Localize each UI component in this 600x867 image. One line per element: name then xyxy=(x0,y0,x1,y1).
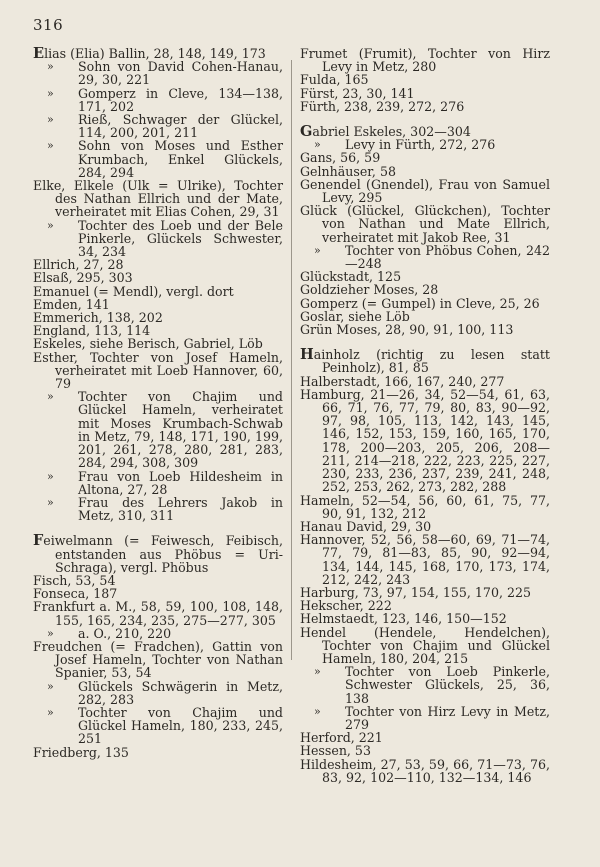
entry-text: Esther, Tochter von Josef Hameln, verheiratet mit Loeb Hannover, 60, 79 xyxy=(33,349,283,392)
index-entry xyxy=(300,323,550,336)
entry-text: abriel Eskeles, 302—304 xyxy=(312,124,471,140)
section-initial: F xyxy=(33,532,44,550)
index-subentry xyxy=(33,219,283,259)
entry-text: Gans, 56, 59 xyxy=(300,150,381,166)
entry-text: Gelnhäuser, 58 xyxy=(300,163,396,179)
ditto-mark: » xyxy=(47,390,54,404)
index-entry xyxy=(300,758,550,784)
index-subentry xyxy=(33,60,283,86)
entry-text: Glückels Schwägerin in Metz, 282, 283 xyxy=(78,678,283,707)
index-subentry xyxy=(33,390,283,469)
entry-text: Glückstadt, 125 xyxy=(300,269,402,285)
entry-text: Ellrich, 27, 28 xyxy=(33,257,124,273)
index-column-right xyxy=(300,47,550,784)
section-initial: H xyxy=(300,346,314,364)
entry-text: Frau des Lehrers Jakob in Metz, 310, 311 xyxy=(78,494,283,524)
entry-text: Sohn von Moses und Esther Krumbach, Enkel Glückels, 284, 294 xyxy=(78,138,283,180)
entry-text: Emden, 141 xyxy=(33,296,110,312)
ditto-mark: » xyxy=(47,60,54,74)
entry-text: Halberstadt, 166, 167, 240, 277 xyxy=(300,373,505,389)
entry-text: eiwelmann (= Feiwesch, Feibisch, entstanden aus Phöbus = Uri-Schraga), vergl. Phöbus xyxy=(43,533,283,575)
index-column-left xyxy=(33,47,283,759)
entry-text: Sohn von David Cohen-Hanau, 29, 30, 221 xyxy=(78,59,283,88)
ditto-mark: » xyxy=(47,86,54,100)
entry-text: Hanau David, 29, 30 xyxy=(300,518,432,534)
index-entry xyxy=(33,534,283,574)
index-entry xyxy=(300,626,550,666)
ditto-mark: » xyxy=(314,704,321,718)
entry-text: Grün Moses, 28, 90, 91, 100, 113 xyxy=(300,322,514,338)
entry-text: Gomperz (= Gumpel) in Cleve, 25, 26 xyxy=(300,295,540,311)
ditto-mark: » xyxy=(314,665,321,679)
index-entry xyxy=(300,47,550,73)
entry-text: Friedberg, 135 xyxy=(33,744,129,760)
index-entry xyxy=(33,351,283,391)
entry-text: Fulda, 165 xyxy=(300,72,369,88)
entry-text: Tochter von Hirz Levy in Metz, 279 xyxy=(345,703,550,732)
index-subentry xyxy=(300,665,550,705)
index-entry xyxy=(300,494,550,520)
entry-text: Helmstaedt, 123, 146, 150—152 xyxy=(300,611,507,627)
entry-text: Fisch, 53, 54 xyxy=(33,572,116,588)
entry-text: Elsaß, 295, 303 xyxy=(33,270,133,286)
index-subentry xyxy=(33,706,283,746)
index-subentry xyxy=(33,680,283,706)
ditto-mark: » xyxy=(47,218,54,232)
ditto-mark: » xyxy=(47,139,54,153)
entry-text: Emmerich, 138, 202 xyxy=(33,310,163,326)
entry-text: England, 113, 114 xyxy=(33,323,151,339)
index-subentry xyxy=(33,470,283,496)
index-entry xyxy=(300,348,550,374)
entry-text: ainholz (richtig zu lesen statt Peinholz), 81, 85 xyxy=(313,347,550,376)
entry-text: Levy in Fürth, 272, 276 xyxy=(345,137,496,153)
index-subentry xyxy=(300,244,550,270)
ditto-mark: » xyxy=(314,138,321,152)
ditto-mark: » xyxy=(47,469,54,483)
ditto-mark: » xyxy=(47,495,54,509)
entry-text: Freudchen (= Fradchen), Gattin von Josef Hameln, Tochter von Nathan Spanier, 53, 54 xyxy=(33,638,283,681)
entry-text: Herford, 221 xyxy=(300,730,383,746)
entry-text: Genendel (Gnendel), Frau von Samuel Levy, 295 xyxy=(300,176,550,206)
entry-text: Rieß, Schwager der Glückel, 114, 200, 201, 211 xyxy=(78,112,283,141)
entry-text: Frau von Loeb Hildesheim in Altona, 27, 28 xyxy=(78,468,283,497)
ditto-mark: » xyxy=(314,243,321,257)
entry-text: Gomperz in Cleve, 134—138, 171, 202 xyxy=(78,85,283,114)
entry-text: Hendel (Hendele, Hendelchen), Tochter von Chajim und Glückel Hameln, 180, 204, 215 xyxy=(300,624,550,666)
entry-text: Tochter von Chajim und Glückel Hameln, 180, 233, 245, 251 xyxy=(78,704,283,747)
entry-text: Tochter von Loeb Pinkerle, Schwester Glückels, 25, 36, 138 xyxy=(345,664,550,706)
section-initial: G xyxy=(300,123,313,141)
entry-text: Hildesheim, 27, 53, 59, 66, 71—73, 76, 83, 92, 102—110, 132—134, 146 xyxy=(300,756,550,785)
entry-text: Fürst, 23, 30, 141 xyxy=(300,85,415,101)
index-entry xyxy=(33,179,283,219)
entry-text: Emanuel (= Mendl), vergl. dort xyxy=(33,283,234,299)
entry-text: Tochter des Loeb und der Bele Pinkerle, Glückels Schwester, 34, 234 xyxy=(78,217,283,260)
entry-text: a. O., 210, 220 xyxy=(78,625,172,641)
page-number: 316 xyxy=(33,16,64,34)
entry-text: Hamburg, 21—26, 34, 52—54, 61, 63, 66, 71, 76, 77, 79, 80, 83, 90—92, 97, 98, 105, 113, 142, 143, 145, 146, 152, 153, 159, 160, 165, 170, 178, 200—203, 205, 206, 208—211, 214—218, 222, 223, 225, 227, 230, 233, 236, 237, 239, 241, 248, 252, 253, 262, 273, 282, 288 xyxy=(300,386,550,495)
index-entry xyxy=(300,204,550,244)
index-subentry xyxy=(33,496,283,522)
entry-text: Tochter von Phöbus Cohen, 242—248 xyxy=(345,242,550,272)
entry-text: Goldzieher Moses, 28 xyxy=(300,282,439,298)
index-subentry xyxy=(33,113,283,139)
entry-text: Frankfurt a. M., 58, 59, 100, 108, 148, 155, 165, 234, 235, 275—277, 305 xyxy=(33,599,283,628)
entry-text: Hekscher, 222 xyxy=(300,598,392,614)
index-subentry xyxy=(300,138,550,151)
entry-text: Fürth, 238, 239, 272, 276 xyxy=(300,98,465,114)
entry-text: Eskeles, siehe Berisch, Gabriel, Löb xyxy=(33,336,263,352)
column-divider xyxy=(291,60,292,660)
index-subentry xyxy=(300,705,550,731)
ditto-mark: » xyxy=(47,113,54,127)
index-subentry xyxy=(33,87,283,113)
entry-text: Glück (Glückel, Glückchen), Tochter von Nathan und Mate Ellrich, verheiratet mit Jakob Ree, 31 xyxy=(300,203,550,245)
index-entry xyxy=(33,600,283,626)
entry-text: Fonseca, 187 xyxy=(33,586,118,602)
entry-text: Tochter von Chajim und Glückel Hameln, verheiratet mit Moses Krumbach-Schwab in Metz, 79, 148, 171, 190, 199, 201, 261, 278, 280, 281, 283, 284, 294, 308, 309 xyxy=(78,389,283,471)
ditto-mark: » xyxy=(47,626,54,640)
entry-text: Harburg, 73, 97, 154, 155, 170, 225 xyxy=(300,584,532,600)
index-subentry xyxy=(33,627,283,640)
section-initial: E xyxy=(33,45,45,62)
ditto-mark: » xyxy=(47,679,54,693)
index-entry xyxy=(300,100,550,113)
entry-text: Elke, Elkele (Ulk = Ulrike), Tochter des Nathan Ellrich und der Mate, verheiratet mit Elias Cohen, 29, 31 xyxy=(33,178,283,220)
index-entry xyxy=(33,746,283,759)
index-entry xyxy=(33,640,283,680)
entry-text: Hannover, 52, 56, 58—60, 69, 71—74, 77, 79, 81—83, 85, 90, 92—94, 134, 144, 145, 168, 170, 173, 174, 212, 242, 243 xyxy=(300,532,550,587)
entry-text: Hameln, 52—54, 56, 60, 61, 75, 77, 90, 91, 132, 212 xyxy=(300,492,550,521)
index-entry xyxy=(300,533,550,586)
index-subentry xyxy=(33,139,283,179)
entry-text: lias (Elia) Ballin, 28, 148, 149, 173 xyxy=(44,46,266,61)
entry-text: Hessen, 53 xyxy=(300,743,371,759)
entry-text: Goslar, siehe Löb xyxy=(300,308,410,324)
entry-text: Frumet (Frumit), Tochter von Hirz Levy in Metz, 280 xyxy=(300,46,550,75)
ditto-mark: » xyxy=(47,705,54,719)
index-entry xyxy=(300,388,550,494)
index-entry xyxy=(300,178,550,204)
